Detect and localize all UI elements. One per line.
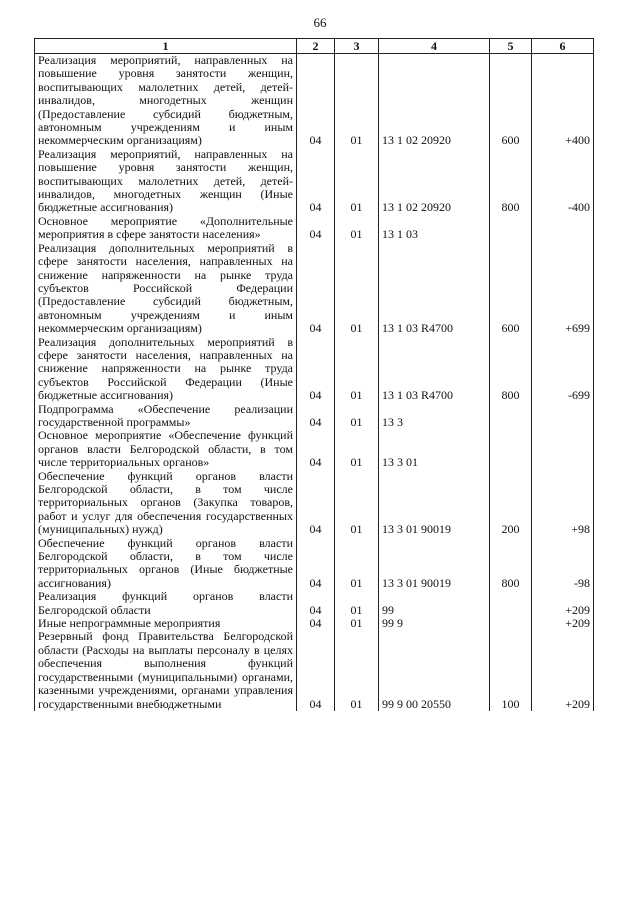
table-body [35,54,594,711]
row-section: 04 [297,429,335,469]
column-header: 4 [379,39,490,54]
row-section: 04 [297,336,335,403]
row-subsection: 01 [335,54,379,148]
row-target-article: 13 3 01 90019 [379,537,490,591]
row-amount: +209 [532,630,594,710]
row-description: Обеспечение функций органов власти Белгородской области, в том числе территориальных органов (Закупка товаров, работ и услуг для обеспечения государственных (муниципальных) нужд) [35,470,297,537]
row-subsection: 01 [335,590,379,617]
row-description: Реализация функций органов власти Белгородской области [35,590,297,617]
row-description: Основное мероприятие «Обеспечение функций органов власти Белгородской области, в том числе территориальных органов» [35,429,297,469]
row-description: Резервный фонд Правительства Белгородской области (Расходы на выплаты персоналу в целях обеспечения выполнения функций государственными (муниципальными) органами, казенными учреждениями, органами управления государственными внебюджетными [35,630,297,710]
row-description: Обеспечение функций органов власти Белгородской области, в том числе территориальных органов (Иные бюджетные ассигнования) [35,537,297,591]
table-row [35,242,594,336]
row-target-article: 13 1 03 R4700 [379,242,490,336]
row-expense-type: 800 [490,336,532,403]
row-amount [532,429,594,469]
table-row [35,630,594,710]
row-target-article: 13 3 01 [379,429,490,469]
column-header: 2 [297,39,335,54]
table-row [35,336,594,403]
row-subsection: 01 [335,242,379,336]
row-expense-type [490,617,532,630]
row-target-article: 13 3 [379,403,490,430]
row-target-article: 99 [379,590,490,617]
row-subsection: 01 [335,336,379,403]
row-section: 04 [297,630,335,710]
row-description: Иные непрограммные мероприятия [35,617,297,630]
row-target-article: 13 1 02 20920 [379,148,490,215]
row-description: Подпрограмма «Обеспечение реализации государственной программы» [35,403,297,430]
row-amount: +98 [532,470,594,537]
row-section: 04 [297,148,335,215]
row-subsection: 01 [335,537,379,591]
row-expense-type: 800 [490,537,532,591]
column-header: 1 [35,39,297,54]
row-expense-type: 600 [490,54,532,148]
row-expense-type [490,215,532,242]
row-subsection: 01 [335,148,379,215]
table-row [35,215,594,242]
table-row [35,148,594,215]
row-target-article: 99 9 [379,617,490,630]
row-description: Основное мероприятие «Дополнительные мероприятия в сфере занятости населения» [35,215,297,242]
row-section: 04 [297,537,335,591]
row-expense-type [490,590,532,617]
row-amount: -699 [532,336,594,403]
row-target-article: 13 3 01 90019 [379,470,490,537]
table-row [35,470,594,537]
row-description: Реализация мероприятий, направленных на повышение уровня занятости женщин, воспитывающих малолетних детей, детей-инвалидов, многодетных женщин (Иные бюджетные ассигнования) [35,148,297,215]
row-section: 04 [297,242,335,336]
row-amount [532,215,594,242]
row-target-article: 13 1 03 R4700 [379,336,490,403]
row-description: Реализация дополнительных мероприятий в сфере занятости населения, направленных на снижение напряженности на рынке труда субъектов Российской Федерации (Предоставление субсидий бюджетным, автономным учреждениям и иным некоммерческим организациям) [35,242,297,336]
row-expense-type: 600 [490,242,532,336]
row-target-article: 13 1 03 [379,215,490,242]
row-section: 04 [297,617,335,630]
row-expense-type: 100 [490,630,532,710]
table-row [35,617,594,630]
budget-table [34,38,594,711]
row-section: 04 [297,403,335,430]
row-subsection: 01 [335,215,379,242]
table-row [35,429,594,469]
table-row [35,537,594,591]
row-section: 04 [297,590,335,617]
row-amount: +699 [532,242,594,336]
table-row [35,403,594,430]
row-amount: -98 [532,537,594,591]
row-expense-type: 200 [490,470,532,537]
row-amount: +400 [532,54,594,148]
table-header-row [35,39,594,54]
column-header: 5 [490,39,532,54]
column-header: 6 [532,39,594,54]
row-amount: -400 [532,148,594,215]
row-section: 04 [297,215,335,242]
row-expense-type: 800 [490,148,532,215]
row-expense-type [490,429,532,469]
row-description: Реализация дополнительных мероприятий в сфере занятости населения, направленных на снижение напряженности на рынке труда субъектов Российской Федерации (Иные бюджетные ассигнования) [35,336,297,403]
row-amount [532,403,594,430]
row-subsection: 01 [335,403,379,430]
table-row [35,590,594,617]
row-amount: +209 [532,617,594,630]
page-number: 66 [313,15,327,30]
row-subsection: 01 [335,429,379,469]
row-description: Реализация мероприятий, направленных на повышение уровня занятости женщин, воспитывающих малолетних детей, детей-инвалидов, многодетных женщин (Предоставление субсидий бюджетным, автономным учреждениям и иным некоммерческим организациям) [35,54,297,148]
row-subsection: 01 [335,470,379,537]
row-section: 04 [297,54,335,148]
row-subsection: 01 [335,630,379,710]
row-amount: +209 [532,590,594,617]
row-target-article: 13 1 02 20920 [379,54,490,148]
row-section: 04 [297,470,335,537]
row-target-article: 99 9 00 20550 [379,630,490,710]
table-row [35,54,594,148]
column-header: 3 [335,39,379,54]
row-expense-type [490,403,532,430]
row-subsection: 01 [335,617,379,630]
